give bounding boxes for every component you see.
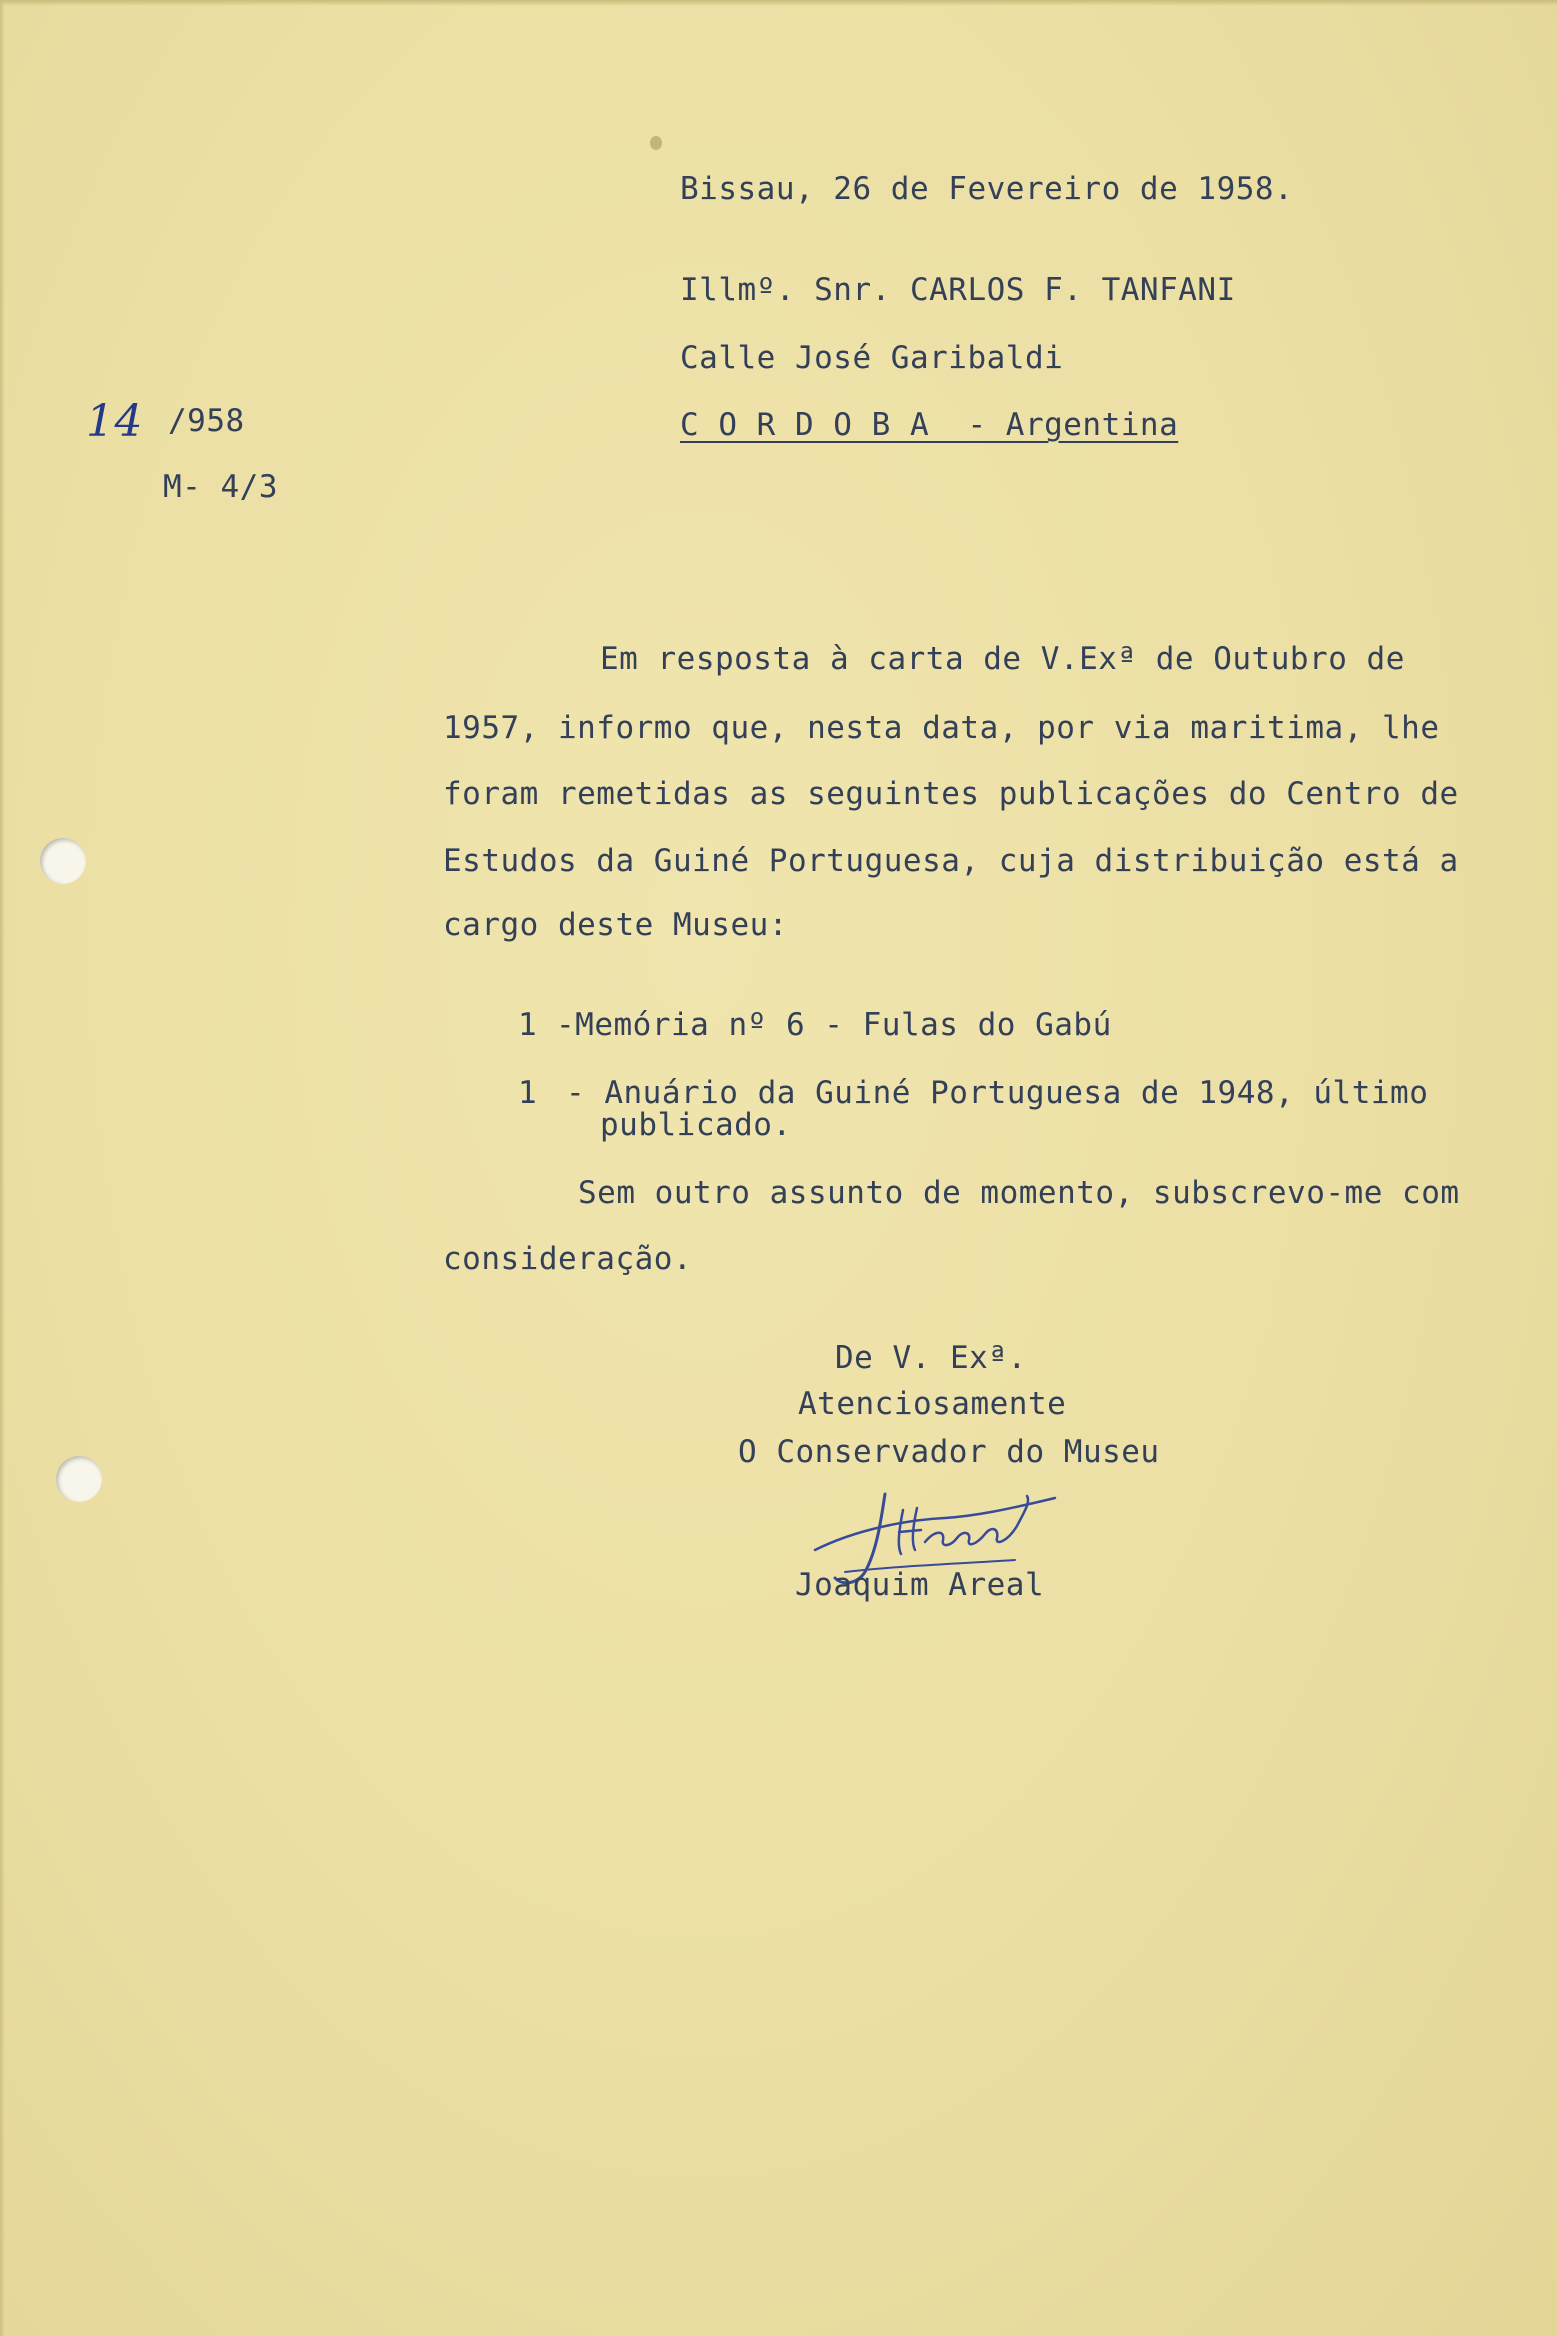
body-line-2: 1957, informo que, nesta data, por via maritima, lhe	[443, 710, 1440, 746]
date-line: Bissau, 26 de Fevereiro de 1958.	[680, 171, 1294, 207]
closing-line-2: consideração.	[443, 1241, 693, 1277]
body-line-3: foram remetidas as seguintes publicações do Centro de	[443, 776, 1459, 812]
item-2-continuation: publicado.	[600, 1107, 792, 1143]
signatory-name: Joaquim Areal	[795, 1567, 1045, 1603]
recipient-name: Illmº. Snr. CARLOS F. TANFANI	[680, 272, 1236, 308]
reference-code: M- 4/3	[163, 469, 278, 505]
item-1-count: 1	[518, 1007, 538, 1043]
closing-line-1: Sem outro assunto de momento, subscrevo-me com	[578, 1175, 1460, 1211]
body-line-4: Estudos da Guiné Portuguesa, cuja distribuição está a	[443, 843, 1459, 879]
signoff-line-3: O Conservador do Museu	[738, 1434, 1160, 1470]
handwritten-reference-number: 14	[86, 396, 143, 447]
body-line-1: Em resposta à carta de V.Exª de Outubro de	[600, 641, 1405, 677]
recipient-city: C O R D O B A - Argentina	[680, 407, 1179, 443]
paper-top-edge	[0, 0, 1557, 6]
item-2-text: - Anuário da Guiné Portuguesa de 1948, último	[566, 1075, 1429, 1111]
punch-hole-bottom	[56, 1456, 102, 1502]
item-2-count: 1	[518, 1075, 538, 1111]
signoff-line-1: De V. Exª.	[835, 1340, 1027, 1376]
punch-hole-top	[40, 838, 86, 884]
item-1-text: -Memória nº 6 - Fulas do Gabú	[556, 1007, 1112, 1043]
paper-left-edge	[0, 0, 5, 2336]
paper-stain	[650, 136, 662, 150]
body-line-5: cargo deste Museu:	[443, 907, 788, 943]
signoff-line-2: Atenciosamente	[798, 1386, 1067, 1422]
reference-year: /958	[168, 403, 245, 439]
recipient-street: Calle José Garibaldi	[680, 340, 1064, 376]
